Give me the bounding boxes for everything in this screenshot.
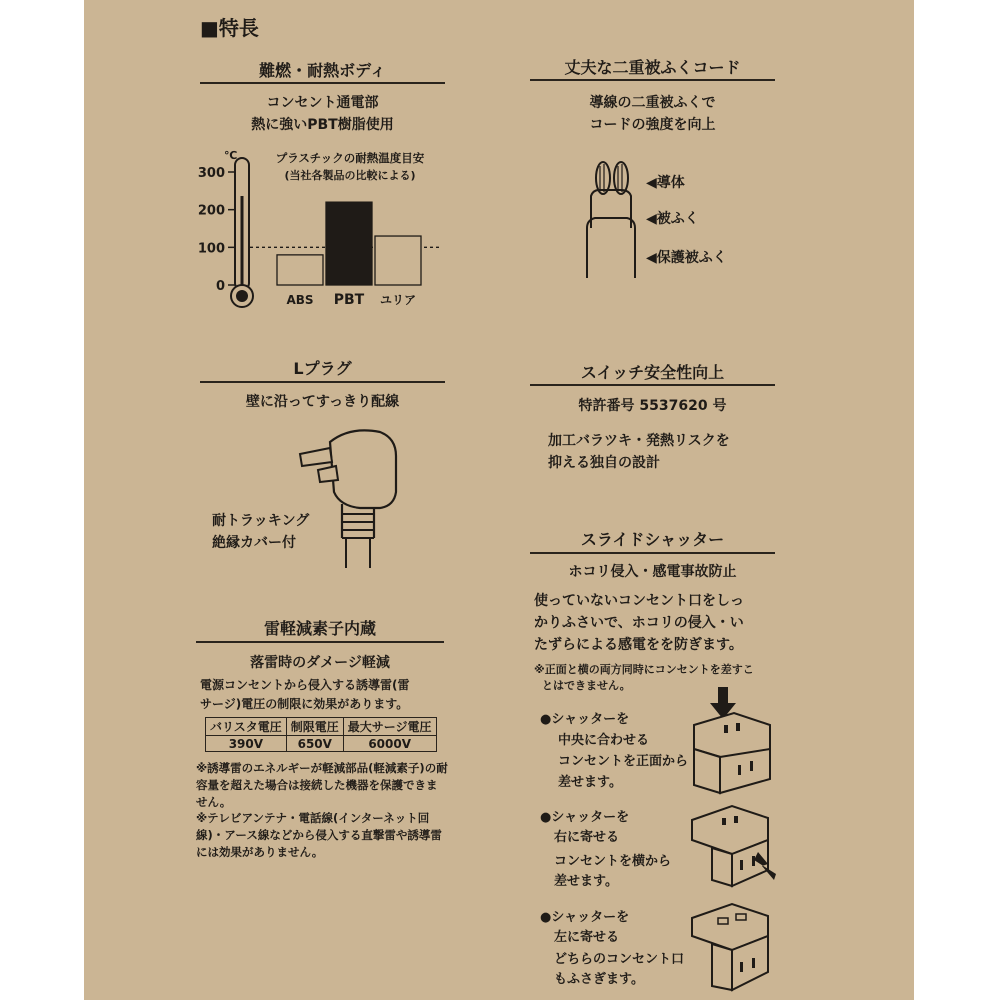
surge-note-2: ※テレビアンテナ・電話線(インターネット回線)・アース線などから侵入する直撃雷や誘導雷には効果がありません。 <box>196 811 442 859</box>
step-3-line-4: もふさぎます。 <box>554 972 644 987</box>
shutter-subheader: ホコリ侵入・感電事故防止 <box>568 564 737 580</box>
table-cell: 6000V <box>343 736 436 752</box>
section-title: ■特長 <box>200 16 259 40</box>
chart-subtitle: (当社各製品の比較による) <box>284 169 416 182</box>
bar-1 <box>326 202 372 285</box>
cord-label-coating: ◀被ふく <box>646 211 699 227</box>
cord-header: 丈夫な二重被ふくコード <box>564 58 741 77</box>
flame-line-2: 熱に強いPBT樹脂使用 <box>251 117 394 133</box>
step-2-line-4: 差せます。 <box>554 874 618 889</box>
table-header-cell: バリスタ電圧 <box>206 718 287 736</box>
shutter-note-2: とはできません。 <box>542 679 631 692</box>
switch-header-rule <box>530 384 775 386</box>
shutter-note-1: ※正面と横の両方同時にコンセントを差すこ <box>534 663 754 676</box>
surge-header: 雷軽減素子内蔵 <box>263 619 376 638</box>
table-header-cell: 制限電圧 <box>286 718 343 736</box>
shutter-body-2: かりふさいで、ホコリの侵入・い <box>534 615 744 631</box>
shutter-header: スライドシャッター <box>580 530 725 549</box>
x-tick-label: ABS <box>286 293 314 307</box>
surge-header-rule <box>196 641 444 643</box>
outlet-front-icon <box>688 685 778 795</box>
y-tick-label: 0 <box>215 279 225 294</box>
x-tick-label: ユリア <box>379 293 417 307</box>
surge-note-1: ※誘導雷のエネルギーが軽減部品(軽減素子)の耐容量を超えた場合は接続した機器を保護できません。 <box>196 761 448 809</box>
switch-patent: 特許番号 5537620 号 <box>578 398 727 414</box>
step-2-line-3: コンセントを横から <box>554 854 672 869</box>
shutter-body-1: 使っていないコンセント口をしっ <box>534 593 744 609</box>
cord-line-2: コードの強度を向上 <box>589 117 716 133</box>
flame-header: 難燃・耐熱ボディ <box>259 61 386 80</box>
lplug-header-rule <box>200 381 445 383</box>
bar-0 <box>277 255 323 285</box>
cord-header-rule <box>530 79 775 81</box>
step-1-line-3: コンセントを正面から <box>558 754 689 769</box>
table-row <box>206 736 437 752</box>
heat-chart <box>195 150 455 310</box>
step-1-line-1: ●シャッターを <box>540 712 630 727</box>
l-plug-icon <box>290 422 410 572</box>
surge-spec-table <box>205 717 437 752</box>
surge-line-2: サージ)電圧の制限に効果があります。 <box>200 697 409 711</box>
table-cell: 390V <box>206 736 287 752</box>
flame-line-1: コンセント通電部 <box>266 95 379 111</box>
bar-2 <box>375 236 421 285</box>
switch-line-1: 加工バラツキ・発熱リスクを <box>548 433 730 449</box>
surge-subheader: 落雷時のダメージ軽減 <box>250 655 390 671</box>
step-2-line-1: ●シャッターを <box>540 810 630 825</box>
table-row <box>206 718 437 736</box>
table-cell: 650V <box>286 736 343 752</box>
outlet-side-icon <box>688 800 778 890</box>
switch-line-2: 抑える独自の設計 <box>548 455 660 471</box>
step-1-line-4: 差せます。 <box>558 775 622 790</box>
surge-line-1: 電源コンセントから侵入する誘導雷(雷 <box>200 678 410 692</box>
x-tick-label: PBT <box>333 292 365 308</box>
step-1-line-2: 中央に合わせる <box>558 733 650 748</box>
cord-label-conductor: ◀導体 <box>646 175 685 191</box>
cord-line-1: 導線の二重被ふくで <box>589 95 716 111</box>
shutter-body-3: たずらによる感電をを防ぎます。 <box>534 637 743 653</box>
y-tick-label: 200 <box>197 203 225 219</box>
outlet-closed-icon <box>688 900 778 990</box>
step-2-line-2: 右に寄せる <box>554 830 620 845</box>
step-3-line-1: ●シャッターを <box>540 910 630 925</box>
lplug-note-1: 耐トラッキング <box>212 513 310 529</box>
shutter-header-rule <box>530 552 775 554</box>
y-tick-label: 100 <box>197 241 225 257</box>
table-header-cell: 最大サージ電圧 <box>343 718 436 736</box>
y-tick-label: 300 <box>197 166 225 181</box>
chart-title: プラスチックの耐熱温度目安 <box>275 151 425 165</box>
lplug-header: Lプラグ <box>293 359 352 378</box>
chart-unit: ℃ <box>224 149 238 162</box>
lplug-note-2: 絶縁カバー付 <box>212 535 296 551</box>
flame-header-rule <box>200 82 445 84</box>
cord-cross-section-icon <box>583 158 643 288</box>
step-3-line-3: どちらのコンセント口 <box>554 952 685 967</box>
lplug-line-1: 壁に沿ってすっきり配線 <box>245 394 400 410</box>
step-3-line-2: 左に寄せる <box>554 930 620 945</box>
switch-header: スイッチ安全性向上 <box>580 363 725 382</box>
cord-label-protective: ◀保護被ふく <box>646 250 727 266</box>
